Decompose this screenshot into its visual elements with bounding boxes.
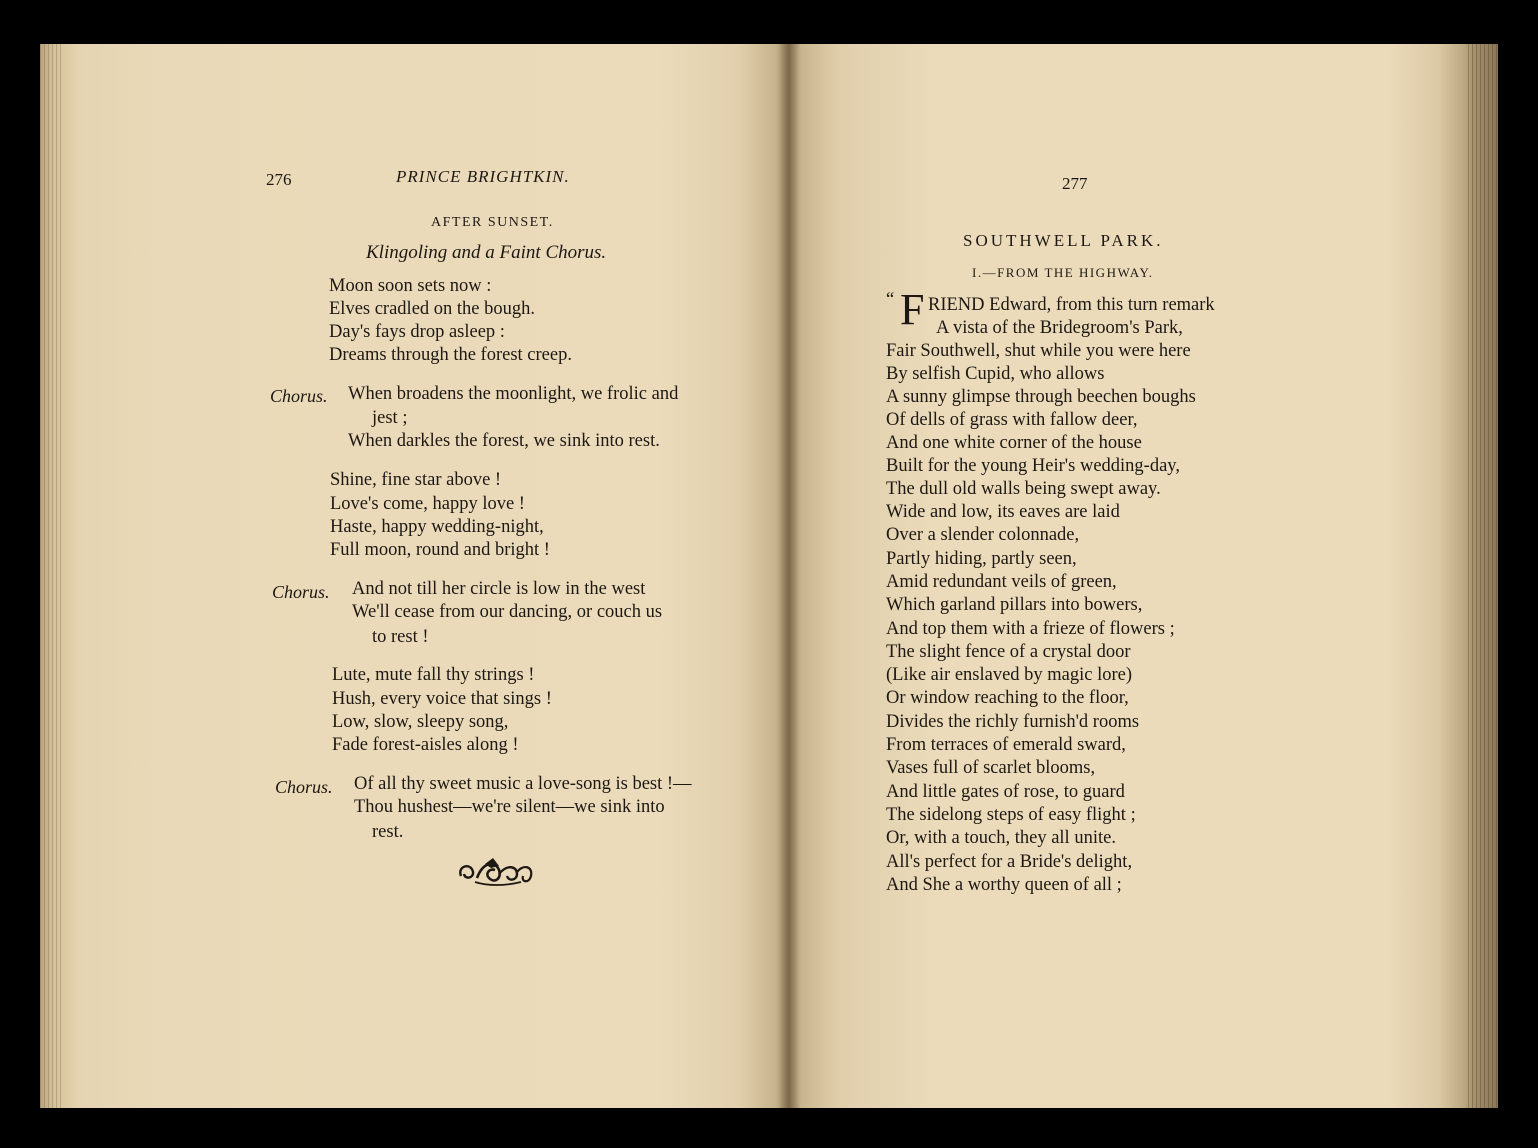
chorus-label: Chorus. — [275, 777, 333, 797]
verse-line: All's perfect for a Bride's delight, — [886, 852, 1133, 872]
verse-line: And one white corner of the house — [886, 433, 1142, 453]
verse-line: Or window reaching to the floor, — [886, 688, 1129, 708]
chorus-line: We'll cease from our dancing, or couch us — [352, 602, 663, 622]
running-head: PRINCE BRIGHTKIN. — [396, 167, 570, 186]
verse-line: Amid redundant veils of green, — [886, 572, 1117, 592]
verse-line: Over a slender colonnade, — [886, 525, 1080, 545]
chorus-line: Of all thy sweet music a love-song is best !— — [354, 774, 692, 794]
verse-line: A sunny glimpse through beechen boughs — [886, 387, 1196, 407]
verse-line: Vases full of scarlet blooms, — [886, 758, 1096, 778]
verse-line: Day's fays drop asleep : — [329, 322, 505, 342]
section-title: AFTER SUNSET. — [431, 215, 554, 230]
verse-line: Of dells of grass with fallow deer, — [886, 410, 1138, 430]
chorus-line: to rest ! — [372, 627, 429, 647]
verse-line: The slight fence of a crystal door — [886, 642, 1131, 662]
verse-line: A vista of the Bridegroom's Park, — [936, 318, 1183, 338]
verse-line: And top them with a frieze of flowers ; — [886, 619, 1175, 639]
verse-line: Haste, happy wedding-night, — [330, 517, 544, 537]
chorus-line: When broadens the moonlight, we frolic and — [348, 384, 679, 404]
verse-line: Shine, fine star above ! — [330, 470, 502, 490]
drop-cap: F — [900, 285, 925, 334]
verse-line: Which garland pillars into bowers, — [886, 595, 1143, 615]
verse-line: Fade forest-aisles along ! — [332, 735, 519, 755]
verse-line: From terraces of emerald sward, — [886, 735, 1126, 755]
book-gutter — [778, 44, 800, 1108]
verse-line: Or, with a touch, they all unite. — [886, 828, 1116, 848]
section-subtitle: Klingoling and a Faint Chorus. — [366, 242, 607, 263]
verse-line: By selfish Cupid, who allows — [886, 364, 1105, 384]
verse-line: Elves cradled on the bough. — [329, 299, 536, 319]
verse-line: Moon soon sets now : — [329, 276, 492, 296]
chorus-line: And not till her circle is low in the west — [352, 579, 646, 599]
verse-line: The dull old walls being swept away. — [886, 479, 1161, 499]
verse-line: And She a worthy queen of all ; — [886, 875, 1122, 895]
verse-line: Hush, every voice that sings ! — [332, 689, 552, 709]
verse-line: Fair Southwell, shut while you were here — [886, 341, 1191, 361]
verse-line: (Like air enslaved by magic lore) — [886, 665, 1133, 685]
verse-line: Low, slow, sleepy song, — [332, 712, 509, 732]
chorus-line: When darkles the forest, we sink into rest. — [348, 431, 660, 451]
part-heading: I.—FROM THE HIGHWAY. — [972, 265, 1154, 280]
verse-line: Partly hiding, partly seen, — [886, 549, 1077, 569]
chorus-line: rest. — [372, 822, 404, 842]
right-page-number: 277 — [1062, 174, 1088, 193]
chorus-line: Thou hushest—we're silent—we sink into — [354, 797, 665, 817]
left-page — [40, 44, 788, 1108]
verse-line: Lute, mute fall thy strings ! — [332, 665, 535, 685]
chorus-line: jest ; — [372, 408, 408, 428]
floral-vignette-icon — [455, 856, 537, 890]
verse-line: Dreams through the forest creep. — [329, 345, 572, 365]
verse-line: Built for the young Heir's wedding-day, — [886, 456, 1180, 476]
chorus-label: Chorus. — [272, 582, 330, 602]
left-page-number: 276 — [266, 170, 292, 189]
verse-line: Full moon, round and bright ! — [330, 540, 550, 560]
verse-line: And little gates of rose, to guard — [886, 782, 1125, 802]
right-page-edges — [1468, 44, 1498, 1108]
verse-line: Wide and low, its eaves are laid — [886, 502, 1120, 522]
verse-line: Divides the richly furnish'd rooms — [886, 712, 1140, 732]
opening-quote: “ — [886, 290, 895, 310]
poem-title: SOUTHWELL PARK. — [963, 231, 1164, 250]
chorus-label: Chorus. — [270, 386, 328, 406]
verse-line: Love's come, happy love ! — [330, 494, 525, 514]
first-line-rest: RIEND Edward, from this turn remark — [928, 295, 1215, 315]
verse-line: The sidelong steps of easy flight ; — [886, 805, 1136, 825]
left-page-edges — [40, 44, 64, 1108]
